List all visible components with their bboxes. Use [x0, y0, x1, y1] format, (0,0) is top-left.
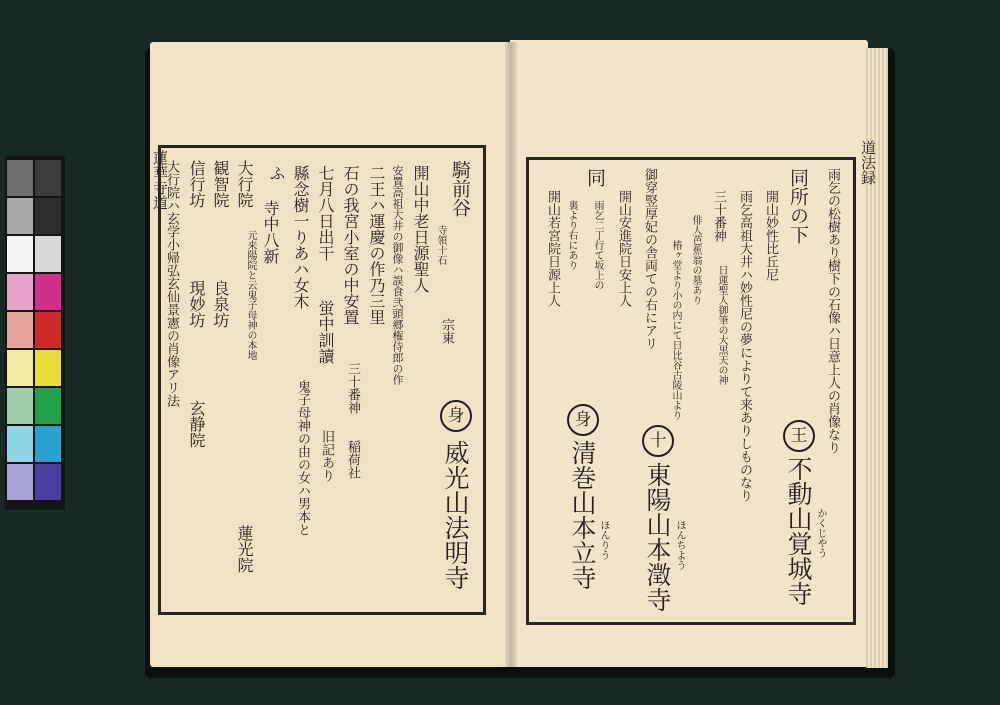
- text-column: 大行院ハ玄学小帰弘玄仙景憲の肖像アリ法: [164, 160, 179, 407]
- temple-seal: 王: [783, 420, 815, 452]
- text-column: 寺領十石: [435, 225, 446, 265]
- text-column: 寺中八新: [261, 200, 280, 264]
- text-column: 三十番神: [345, 362, 360, 414]
- color-swatch: [7, 236, 33, 272]
- temple-seal: 身: [567, 404, 599, 436]
- text-column: 開山中老日源聖人: [411, 165, 430, 293]
- text-column: 開山若宮院日源上人: [545, 190, 560, 307]
- color-swatch: [7, 312, 33, 348]
- color-swatch: [7, 388, 33, 424]
- text-column: 蛍中訓讀: [316, 300, 335, 364]
- color-swatch: [7, 464, 33, 500]
- text-column: 雨乞二丁行て坂上の: [592, 200, 603, 290]
- text-column: ふ: [267, 165, 286, 181]
- text-column: 雨乞高祖大井ハ妙性尼の夢によりて来ありしものなり: [737, 190, 752, 502]
- text-column: 稲荷社: [345, 440, 360, 479]
- text-column: 観智院: [211, 160, 230, 208]
- text-column: 石の我宮小室の中安置: [341, 165, 360, 325]
- color-swatch: [7, 160, 33, 196]
- text-column: 雨乞の松樹あり樹下の石像ハ日意上人の肖像なり: [825, 168, 840, 454]
- color-calibration-chart: [5, 156, 65, 510]
- color-swatch: [35, 236, 61, 272]
- temple-furigana: かくじやう: [815, 508, 826, 558]
- temple-name: 不動山覚城寺: [784, 456, 813, 606]
- text-column: 三十番神: [711, 190, 726, 242]
- color-swatch: [35, 426, 61, 462]
- text-column: 同所の下: [787, 168, 809, 244]
- text-column: 元来陽院と云鬼子母神の本地: [245, 230, 256, 360]
- text-column: 開山安進院日安上人: [616, 190, 631, 307]
- color-swatch: [7, 426, 33, 462]
- text-column: 椿ヶ堂より小の内にて日比谷古陵山より: [670, 240, 681, 420]
- text-column: 宗東: [439, 318, 454, 344]
- color-swatch: [35, 312, 61, 348]
- text-column: 旧記あり: [319, 430, 334, 482]
- text-column: 開山妙性比丘尼: [763, 190, 778, 281]
- temple-furigana: ほんちよう: [674, 520, 685, 570]
- color-swatch: [35, 274, 61, 310]
- text-column: 安置高祖大井の御像ハ誤食弐頭郷権侍郎の作: [391, 165, 404, 385]
- color-swatch: [35, 198, 61, 234]
- text-column: 縣念樹一りあハ女木: [291, 165, 310, 309]
- temple-seal: 身: [440, 400, 472, 432]
- text-column: 鬼子母神の由の女ハ男本と: [295, 380, 310, 536]
- color-swatch: [35, 160, 61, 196]
- color-swatch: [35, 388, 61, 424]
- color-swatch: [7, 198, 33, 234]
- text-column: 信行坊: [187, 160, 206, 208]
- text-column: 同: [584, 168, 606, 187]
- text-column: 騎前谷: [449, 160, 471, 217]
- temple-name: 威光山法明寺: [441, 440, 470, 590]
- text-column: 現妙坊: [187, 280, 206, 328]
- text-column: 玄静院: [187, 400, 206, 448]
- text-column: 日蓮聖人御筆の大黒天の神: [716, 265, 727, 385]
- color-swatch: [7, 274, 33, 310]
- text-column: 大行院: [235, 160, 254, 208]
- color-swatch: [35, 464, 61, 500]
- text-column: 良泉坊: [211, 280, 230, 328]
- color-swatch: [35, 350, 61, 386]
- temple-name: 清巻山本立寺: [568, 440, 597, 590]
- temple-furigana: ほんりう: [598, 520, 609, 560]
- book-gutter: [505, 42, 517, 667]
- temple-name: 東陽山本澂寺: [643, 462, 672, 612]
- left-margin-title: 蓮華寺道: [151, 150, 169, 210]
- right-margin-title: 道法録: [859, 140, 877, 185]
- text-column: 裏より右にあり: [566, 200, 577, 270]
- color-swatch: [7, 350, 33, 386]
- temple-seal: 十: [642, 425, 674, 457]
- text-column: 二王ハ運慶の作乃三里: [367, 165, 386, 325]
- text-column: 御穿竪厚妃の舎両ての右にアリ: [642, 168, 657, 350]
- text-column: 俳人芭蕉翁の墓あり: [690, 215, 701, 305]
- text-column: 蓮光院: [235, 525, 254, 573]
- text-column: 七月八日出干: [316, 165, 335, 261]
